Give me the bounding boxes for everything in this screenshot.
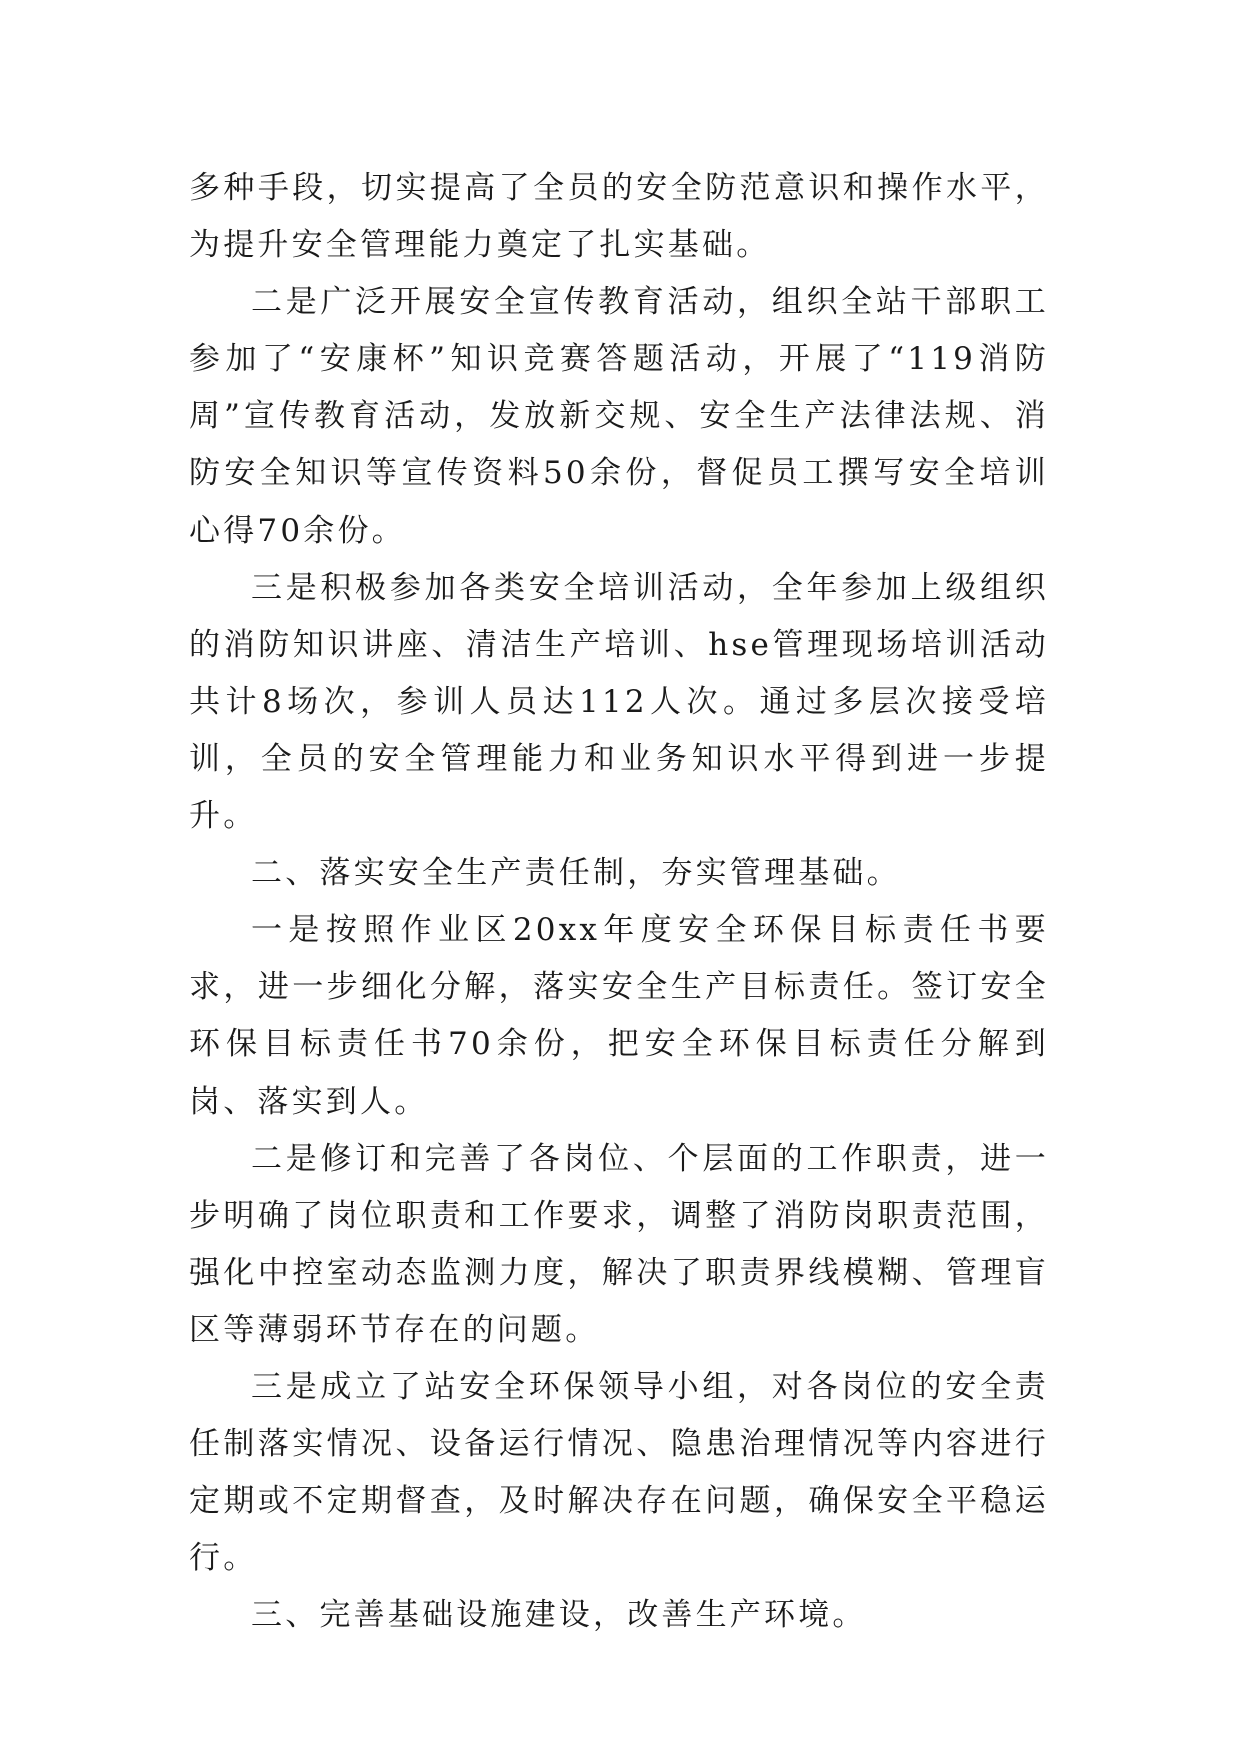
paragraph-target-responsibility: 一是按照作业区20xx年度安全环保目标责任书要求，进一步细化分解，落实安全生产目标责任。签订安全环保目标责任书70余份，把安全环保目标责任分解到岗、落实到人。 [189,912,1049,1120]
paragraph-leadership-group: 三是成立了站安全环保领导小组，对各岗位的安全责任制落实情况、设备运行情况、隐患治理情况等内容进行定期或不定期督查，及时解决存在问题，确保安全平稳运行。 [189,1368,1049,1577]
paragraph-publicity-education: 二是广泛开展安全宣传教育活动，组织全站干部职工参加了“安康杯”知识竞赛答题活动，开展了“119消防周”宣传教育活动，发放新交规、安全生产法律法规、消防安全知识等宣传资料50余份，督促员工撰写安全培训心得70余份。 [189,284,1049,549]
section-heading-responsibility: 二、落实安全生产责任制，夯实管理基础。 [251,855,901,892]
paragraph-continuation: 多种手段，切实提高了全员的安全防范意识和操作水平，为提升安全管理能力奠定了扎实基础。 [189,170,1049,264]
section-heading-infrastructure: 三、完善基础设施建设，改善生产环境。 [251,1597,867,1634]
document-body [189,160,1049,1644]
paragraph-job-duties: 二是修订和完善了各岗位、个层面的工作职责，进一步明确了岗位职责和工作要求，调整了消防岗职责范围，强化中控室动态监测力度，解决了职责界线模糊、管理盲区等薄弱环节存在的问题。 [189,1140,1049,1348]
paragraph-safety-training: 三是积极参加各类安全培训活动，全年参加上级组织的消防知识讲座、清洁生产培训、hse管理现场培训活动共计8场次，参训人员达112人次。通过多层次接受培训，全员的安全管理能力和业务知识水平得到进一步提升。 [189,569,1049,835]
